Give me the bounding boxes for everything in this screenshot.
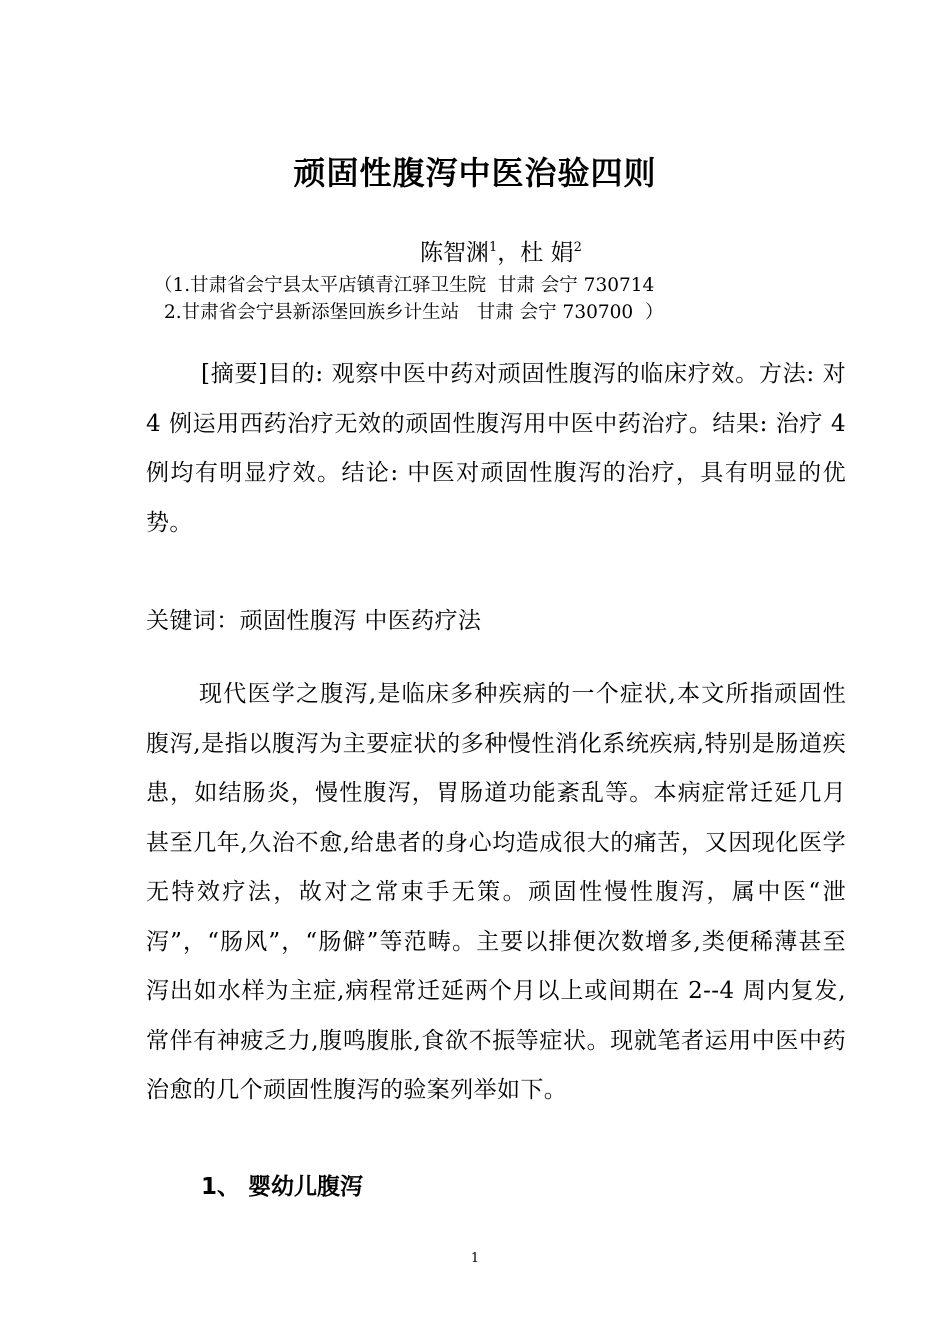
section-heading: 1、 婴幼儿腹泻 [201,1174,364,1200]
author-name: 杜 娟 [520,240,574,266]
keywords-text: 顽固性腹泻 中医药疗法 [239,608,482,634]
abstract [146,350,846,548]
abstract-label: [摘要] [201,361,268,387]
affiliation-line: 2.甘肃省会宁县新添堡回族乡计生站 甘肃 会宁 730700 ） [164,302,664,323]
page-number: 1 [470,1251,480,1266]
affiliation-marker: 2 [573,240,582,255]
body-paragraph: 现代医学之腹泻,是临床多种疾病的一个症状,本文所指顽固性腹泻,是指以腹泻为主要症状的多种慢性消化系统疾病,特别是肠道疾患，如结肠炎，慢性腹泻，胃肠道功能紊乱等。本病症常迁延几月甚至几年,久治不愈,给患者的身心均造成很大的痛苦，又因现化医学无特效疗法，故对之常束手无策。顽固性慢性腹泻，属中医“泄泻”，“肠风”，“肠僻”等范畴。主要以排便次数增多,类便稀薄甚至泻出如水样为主症,病程常迁延两个月以上或间期在 2--4 周内复发,常伴有神疲乏力,腹鸣腹胀,食欲不振等症状。现就笔者运用中医中药治愈的几个顽固性腹泻的验案列举如下。 [146,681,846,1103]
paper-title: 顽固性腹泻中医治验四则 [293,154,657,192]
author-line [420,234,582,267]
keywords-label: 关键词： [146,608,240,634]
affiliation-line: （1.甘肃省会宁县太平店镇青江驿卫生院 甘肃 会宁 730714 [154,275,655,296]
affiliation-marker: 1 [489,240,498,255]
author-separator: ， [497,240,521,266]
author-name: 陈智渊 [420,240,489,266]
abstract-text: 目的: 观察中医中药对顽固性腹泻的临床疗效。方法: 对 4 例运用西药治疗无效的顽固性腹泻用中医中药治疗。结果: 治疗 4 例均有明显疗效。结论: 中医对顽固性腹泻的治疗，具有明显的优势。 [146,361,847,536]
keywords [146,597,846,647]
